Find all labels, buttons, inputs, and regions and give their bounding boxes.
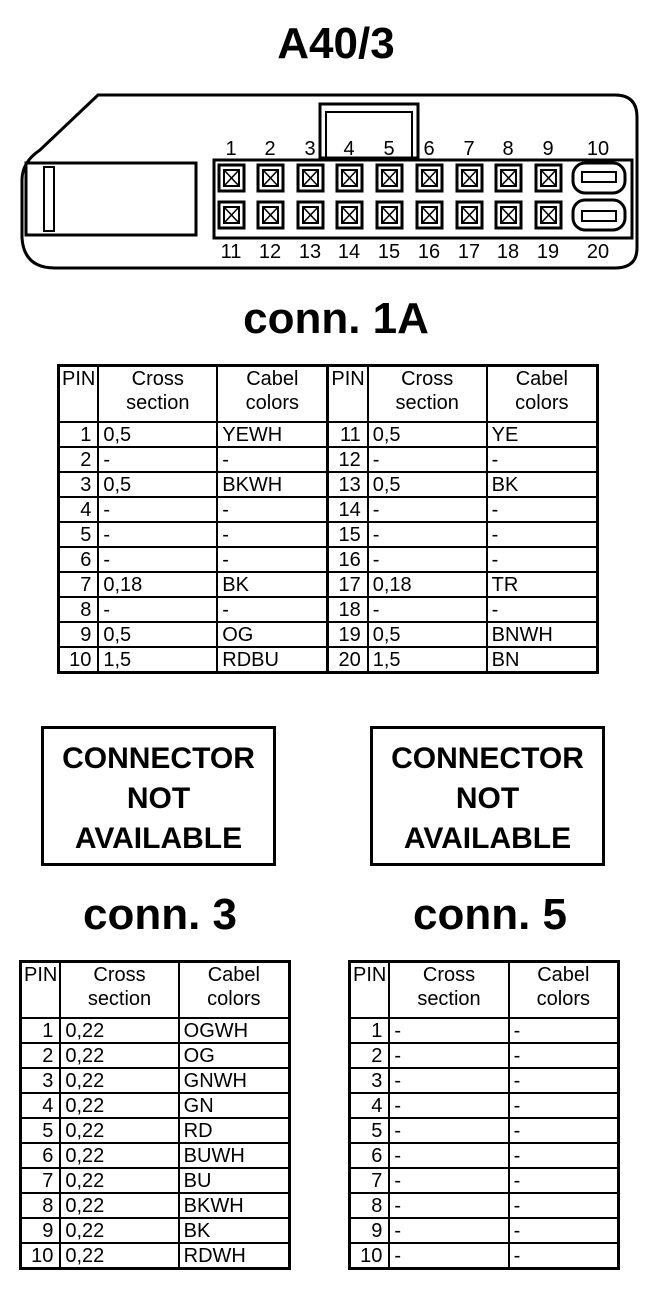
cross-section-cell: - bbox=[389, 1243, 508, 1269]
page-title: A40/3 bbox=[277, 19, 395, 68]
cross-section-cell: 0,18 bbox=[98, 572, 217, 597]
cable-color-cell: RDWH bbox=[179, 1243, 290, 1269]
pin-cell: 11 bbox=[328, 422, 368, 447]
table-row bbox=[350, 1068, 619, 1093]
cross-section-cell: - bbox=[389, 1218, 508, 1243]
cable-color-cell: - bbox=[217, 497, 328, 522]
cross-section-cell: 0,22 bbox=[60, 1018, 178, 1043]
cross-section-cell: 0,22 bbox=[60, 1193, 178, 1218]
cable-color-cell: BUWH bbox=[179, 1143, 290, 1168]
pin-cell: 4 bbox=[21, 1093, 61, 1118]
cable-color-cell: - bbox=[509, 1068, 619, 1093]
header-cross-section: Cross section bbox=[368, 366, 487, 423]
cross-section-cell: 0,5 bbox=[98, 622, 217, 647]
cross-section-cell: 0,5 bbox=[368, 472, 487, 497]
cable-color-cell: - bbox=[509, 1118, 619, 1143]
conn1a-title: conn. 1A bbox=[243, 294, 429, 343]
table-row bbox=[350, 1168, 619, 1193]
header-cross-section: Cross section bbox=[98, 366, 217, 423]
cable-color-cell: BKWH bbox=[179, 1193, 290, 1218]
conn3-title: conn. 3 bbox=[82, 890, 238, 939]
pin-cell: 3 bbox=[59, 472, 99, 497]
table-header-row bbox=[59, 366, 598, 423]
pin-cell: 10 bbox=[59, 647, 99, 673]
cross-section-cell: - bbox=[389, 1018, 508, 1043]
cable-color-cell: BNWH bbox=[487, 622, 598, 647]
cable-color-cell: BKWH bbox=[217, 472, 328, 497]
pin-number-label: 5 bbox=[383, 138, 395, 160]
pin-cell: 1 bbox=[59, 422, 99, 447]
table-row bbox=[21, 1018, 290, 1043]
cross-section-cell: - bbox=[389, 1043, 508, 1068]
pin-cell: 7 bbox=[350, 1168, 390, 1193]
pin-cell: 9 bbox=[59, 622, 99, 647]
cable-color-cell: BK bbox=[217, 572, 328, 597]
cable-color-cell: GNWH bbox=[179, 1068, 290, 1093]
pin-number-label: 19 bbox=[536, 241, 560, 263]
table-header-row bbox=[21, 962, 290, 1019]
table-row bbox=[21, 1043, 290, 1068]
cable-color-cell: BN bbox=[487, 647, 598, 673]
connector-not-available-box bbox=[41, 726, 276, 866]
pin-number-label: 15 bbox=[377, 241, 401, 263]
table-row bbox=[59, 472, 598, 497]
table-row bbox=[21, 1193, 290, 1218]
cross-section-cell: - bbox=[389, 1168, 508, 1193]
cable-color-cell: OGWH bbox=[179, 1018, 290, 1043]
cross-section-cell: - bbox=[389, 1068, 508, 1093]
power-pin-socket bbox=[573, 163, 625, 193]
cross-section-cell: 0,5 bbox=[368, 622, 487, 647]
pin-cell: 8 bbox=[59, 597, 99, 622]
power-pin-socket bbox=[573, 200, 625, 230]
table-row bbox=[21, 1143, 290, 1168]
header-cable-colors: Cabel colors bbox=[509, 962, 619, 1019]
table-row bbox=[59, 547, 598, 572]
cross-section-cell: - bbox=[368, 447, 487, 472]
na-line: CONNECTOR bbox=[391, 742, 584, 775]
cable-color-cell: - bbox=[487, 547, 598, 572]
cross-section-cell: - bbox=[98, 547, 217, 572]
pin-cell: 5 bbox=[350, 1118, 390, 1143]
pin-cell: 10 bbox=[21, 1243, 61, 1269]
header-cross-section: Cross section bbox=[389, 962, 508, 1019]
cross-section-cell: 0,22 bbox=[60, 1068, 178, 1093]
pin-number-label: 11 bbox=[220, 241, 242, 263]
cable-color-cell: - bbox=[217, 547, 328, 572]
cable-color-cell: - bbox=[509, 1018, 619, 1043]
table-row bbox=[59, 497, 598, 522]
connector-key-inner bbox=[326, 112, 412, 158]
cross-section-cell: - bbox=[389, 1143, 508, 1168]
conn5-table bbox=[348, 960, 620, 1270]
cable-color-cell: - bbox=[487, 597, 598, 622]
cable-color-cell: - bbox=[509, 1168, 619, 1193]
header-cable-colors: Cabel colors bbox=[217, 366, 328, 423]
header-cable-colors: Cabel colors bbox=[179, 962, 290, 1019]
pin-cell: 5 bbox=[59, 522, 99, 547]
pin-cell: 7 bbox=[59, 572, 99, 597]
pin-cell: 2 bbox=[21, 1043, 61, 1068]
pin-number-label: 17 bbox=[457, 241, 481, 263]
cable-color-cell: OG bbox=[179, 1043, 290, 1068]
cable-color-cell: - bbox=[509, 1143, 619, 1168]
power-pin-socket-inner bbox=[582, 172, 616, 182]
table-row bbox=[350, 1243, 619, 1269]
conn1a-table bbox=[57, 364, 599, 674]
cable-color-cell: YE bbox=[487, 422, 598, 447]
cross-section-cell: - bbox=[389, 1118, 508, 1143]
pin-number-label: 13 bbox=[298, 241, 322, 263]
na-line: NOT bbox=[455, 782, 520, 815]
header-cross-section: Cross section bbox=[60, 962, 178, 1019]
cable-color-cell: - bbox=[509, 1218, 619, 1243]
connector-drawing bbox=[0, 0, 672, 290]
cross-section-cell: - bbox=[98, 597, 217, 622]
table-row bbox=[350, 1043, 619, 1068]
pin-number-label: 9 bbox=[542, 138, 554, 160]
table-row bbox=[350, 1118, 619, 1143]
pin-cell: 3 bbox=[21, 1068, 61, 1093]
cable-color-cell: RDBU bbox=[217, 647, 328, 673]
cable-color-cell: - bbox=[217, 447, 328, 472]
cross-section-cell: 0,22 bbox=[60, 1093, 178, 1118]
table-row bbox=[59, 522, 598, 547]
pin-number-label: 10 bbox=[586, 138, 610, 160]
pin-cell: 18 bbox=[328, 597, 368, 622]
cross-section-cell: - bbox=[98, 522, 217, 547]
cross-section-cell: - bbox=[368, 522, 487, 547]
table-row bbox=[21, 1093, 290, 1118]
pin-cell: 6 bbox=[350, 1143, 390, 1168]
table-row bbox=[21, 1243, 290, 1269]
cross-section-cell: 1,5 bbox=[98, 647, 217, 673]
conn5-title: conn. 5 bbox=[412, 890, 568, 939]
header-cable-colors: Cabel colors bbox=[487, 366, 598, 423]
cable-color-cell: - bbox=[487, 497, 598, 522]
pin-cell: 1 bbox=[21, 1018, 61, 1043]
cross-section-cell: 0,5 bbox=[368, 422, 487, 447]
table-row bbox=[59, 597, 598, 622]
table-row bbox=[350, 1018, 619, 1043]
pin-cell: 4 bbox=[59, 497, 99, 522]
table-row bbox=[21, 1168, 290, 1193]
pin-number-label: 4 bbox=[343, 138, 355, 160]
pin-number-label: 14 bbox=[337, 241, 361, 263]
cable-color-cell: BK bbox=[487, 472, 598, 497]
cable-color-cell: GN bbox=[179, 1093, 290, 1118]
pin-number-label: 18 bbox=[496, 241, 520, 263]
conn3-table bbox=[19, 960, 291, 1270]
na-line: AVAILABLE bbox=[74, 822, 243, 855]
table-row bbox=[350, 1218, 619, 1243]
cable-color-cell: - bbox=[487, 522, 598, 547]
pin-number-label: 2 bbox=[264, 138, 276, 160]
cross-section-cell: 0,5 bbox=[98, 422, 217, 447]
cable-color-cell: BU bbox=[179, 1168, 290, 1193]
cable-color-cell: - bbox=[509, 1043, 619, 1068]
table-header-row bbox=[350, 962, 619, 1019]
pin-cell: 9 bbox=[350, 1218, 390, 1243]
pin-cell: 16 bbox=[328, 547, 368, 572]
pin-cell: 1 bbox=[350, 1018, 390, 1043]
cable-color-cell: TR bbox=[487, 572, 598, 597]
cable-color-cell: - bbox=[217, 597, 328, 622]
na-line: CONNECTOR bbox=[62, 742, 255, 775]
cable-color-cell: YEWH bbox=[217, 422, 328, 447]
pin-number-label: 16 bbox=[417, 241, 441, 263]
cross-section-cell: 0,22 bbox=[60, 1043, 178, 1068]
cross-section-cell: 0,22 bbox=[60, 1143, 178, 1168]
table-row bbox=[59, 647, 598, 673]
cable-color-cell: - bbox=[217, 522, 328, 547]
pin-cell: 13 bbox=[328, 472, 368, 497]
cross-section-cell: 1,5 bbox=[368, 647, 487, 673]
connector-latch bbox=[26, 163, 196, 235]
pin-cell: 14 bbox=[328, 497, 368, 522]
pin-number-label: 12 bbox=[258, 241, 282, 263]
cross-section-cell: 0,22 bbox=[60, 1218, 178, 1243]
pin-cell: 15 bbox=[328, 522, 368, 547]
cross-section-cell: - bbox=[389, 1193, 508, 1218]
table-row bbox=[59, 572, 598, 597]
table-row bbox=[59, 622, 598, 647]
pin-cell: 17 bbox=[328, 572, 368, 597]
pin-number-label: 3 bbox=[304, 138, 316, 160]
cross-section-cell: - bbox=[98, 447, 217, 472]
header-pin: PIN bbox=[328, 366, 368, 423]
pin-number-label: 7 bbox=[463, 138, 475, 160]
pin-cell: 7 bbox=[21, 1168, 61, 1193]
latch-slot bbox=[44, 167, 54, 231]
cross-section-cell: - bbox=[368, 547, 487, 572]
cross-section-cell: - bbox=[98, 497, 217, 522]
header-pin: PIN bbox=[21, 962, 61, 1019]
pin-cell: 20 bbox=[328, 647, 368, 673]
pin-number-label: 1 bbox=[225, 138, 237, 160]
pin-cell: 8 bbox=[21, 1193, 61, 1218]
table-row bbox=[21, 1118, 290, 1143]
na-line: NOT bbox=[126, 782, 191, 815]
table-row bbox=[350, 1143, 619, 1168]
cross-section-cell: 0,18 bbox=[368, 572, 487, 597]
na-line: AVAILABLE bbox=[403, 822, 572, 855]
pin-cell: 2 bbox=[59, 447, 99, 472]
cross-section-cell: - bbox=[368, 497, 487, 522]
pin-cell: 2 bbox=[350, 1043, 390, 1068]
table-row bbox=[21, 1218, 290, 1243]
pin-cell: 10 bbox=[350, 1243, 390, 1269]
power-pin-socket-inner bbox=[582, 211, 616, 221]
pin-cell: 6 bbox=[59, 547, 99, 572]
pin-cell: 19 bbox=[328, 622, 368, 647]
cross-section-cell: 0,5 bbox=[98, 472, 217, 497]
cable-color-cell: - bbox=[509, 1243, 619, 1269]
pin-cell: 8 bbox=[350, 1193, 390, 1218]
table-row bbox=[59, 422, 598, 447]
connector-not-available-box bbox=[370, 726, 605, 866]
table-row bbox=[350, 1193, 619, 1218]
pin-cell: 3 bbox=[350, 1068, 390, 1093]
header-pin: PIN bbox=[350, 962, 390, 1019]
pin-cell: 9 bbox=[21, 1218, 61, 1243]
cross-section-cell: 0,22 bbox=[60, 1243, 178, 1269]
pin-number-label: 6 bbox=[423, 138, 435, 160]
cable-color-cell: RD bbox=[179, 1118, 290, 1143]
cable-color-cell: OG bbox=[217, 622, 328, 647]
pin-cell: 6 bbox=[21, 1143, 61, 1168]
header-pin: PIN bbox=[59, 366, 99, 423]
cable-color-cell: - bbox=[509, 1193, 619, 1218]
cross-section-cell: 0,22 bbox=[60, 1168, 178, 1193]
pin-number-label: 20 bbox=[586, 241, 610, 263]
cable-color-cell: - bbox=[487, 447, 598, 472]
table-row bbox=[21, 1068, 290, 1093]
pin-cell: 12 bbox=[328, 447, 368, 472]
cross-section-cell: - bbox=[368, 597, 487, 622]
cable-color-cell: - bbox=[509, 1093, 619, 1118]
table-row bbox=[350, 1093, 619, 1118]
cross-section-cell: 0,22 bbox=[60, 1118, 178, 1143]
pin-number-label: 8 bbox=[502, 138, 514, 160]
table-row bbox=[59, 447, 598, 472]
pin-cell: 5 bbox=[21, 1118, 61, 1143]
cross-section-cell: - bbox=[389, 1093, 508, 1118]
cable-color-cell: BK bbox=[179, 1218, 290, 1243]
pin-cell: 4 bbox=[350, 1093, 390, 1118]
